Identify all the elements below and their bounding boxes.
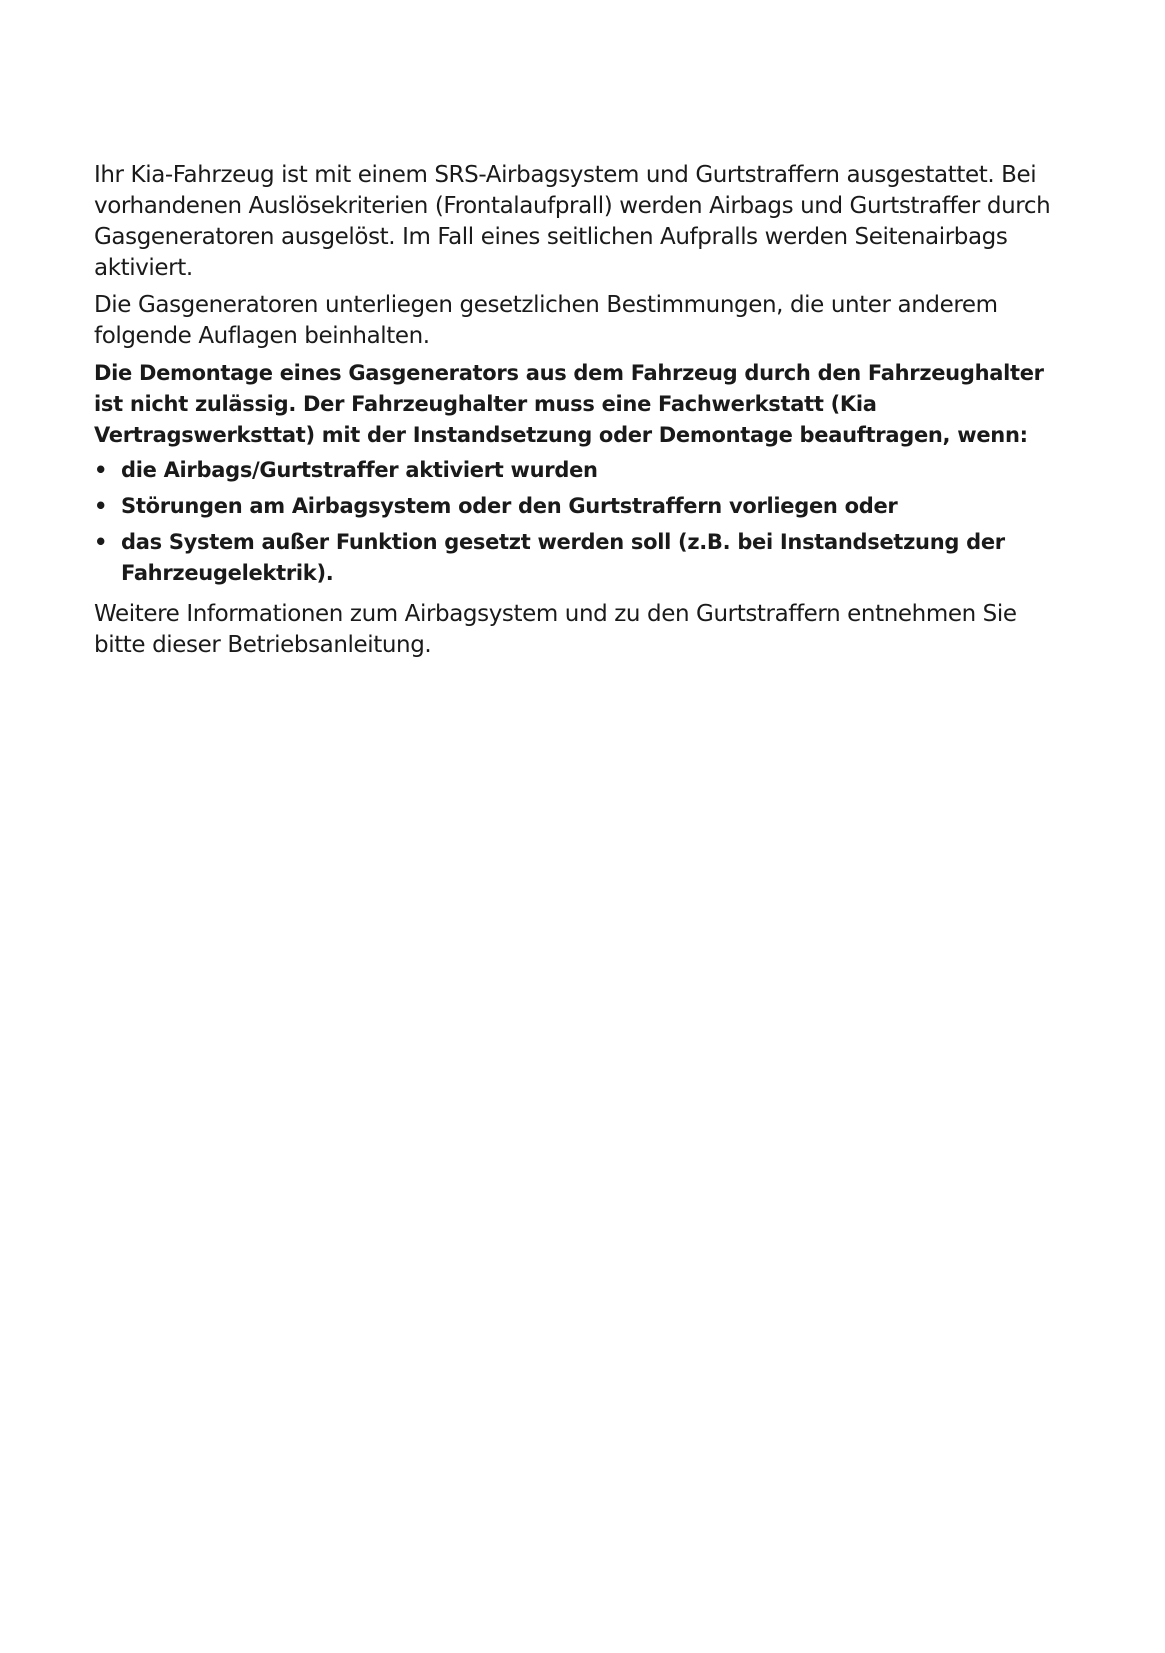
document-body — [94, 160, 1074, 667]
closing-paragraph: Weitere Informationen zum Airbagsystem und zu den Gurtstraffern entnehmen Sie bitte dieser Betriebsanleitung. — [94, 601, 1017, 658]
list-item — [94, 455, 1074, 486]
bullet-icon: • — [94, 494, 108, 518]
list-item — [94, 491, 1074, 522]
warning-paragraph: Die Demontage eines Gasgenerators aus dem Fahrzeug durch den Fahrzeughalter ist nicht zulässig. Der Fahrzeughalter muss eine Fachwerkstatt (Kia Vertragswerksttat) mit der Instandsetzung oder Demontage beauftragen, wenn: — [94, 361, 1044, 447]
intro-paragraph: Ihr Kia-Fahrzeug ist mit einem SRS-Airbagsystem und Gurtstraffern ausgestattet. Bei vorhandenen Auslösekriterien (Frontalaufprall) werden Airbags und Gurtstraffer durch Gasgeneratoren ausgelöst. Im Fall eines seitlichen Aufpralls werden Seitenairbags aktiviert. — [94, 162, 1051, 281]
bullet-icon: • — [94, 458, 108, 482]
list-item — [94, 527, 1074, 589]
regulations-paragraph: Die Gasgeneratoren unterliegen gesetzlichen Bestimmungen, die unter anderem folgende Auflagen beinhalten. — [94, 292, 998, 349]
list-item-text: Störungen am Airbagsystem oder den Gurtstraffern vorliegen oder — [121, 494, 898, 518]
condition-list — [94, 455, 1074, 589]
list-item-text: die Airbags/Gurtstraffer aktiviert wurden — [121, 458, 598, 482]
bullet-icon: • — [94, 530, 108, 554]
list-item-text: das System außer Funktion gesetzt werden soll (z.B. bei Instandsetzung der Fahrzeugelektrik). — [121, 530, 1005, 585]
